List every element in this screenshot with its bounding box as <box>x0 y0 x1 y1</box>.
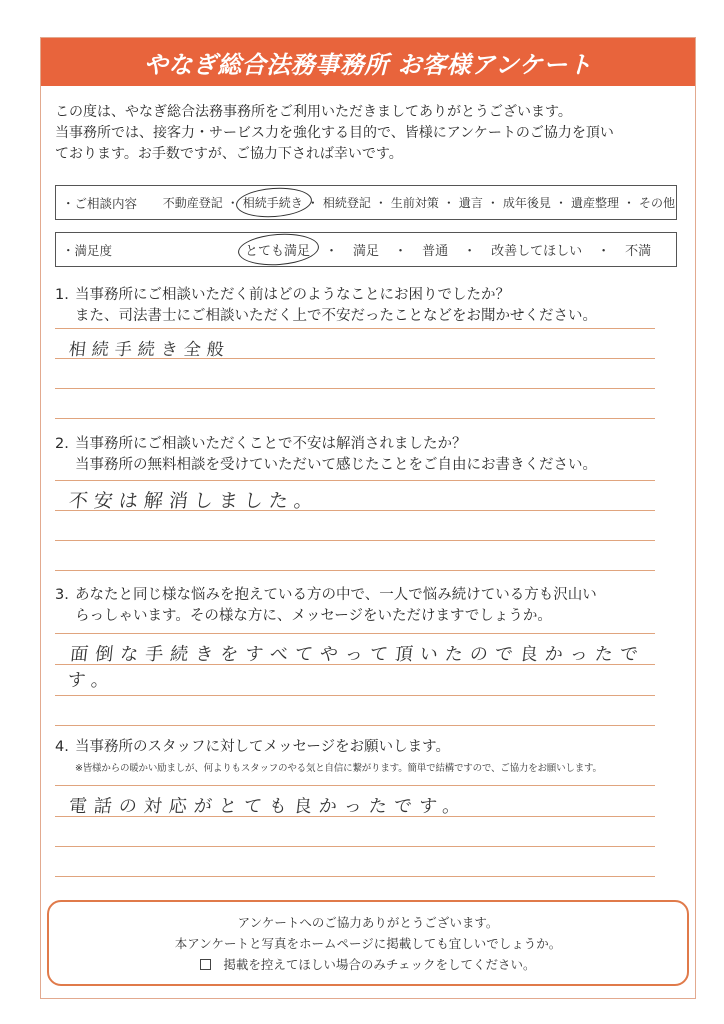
consultation-option-selected[interactable]: 相続手続き <box>242 196 303 210</box>
intro-line: 当事務所では、接客力・サービス力を強化する目的で、皆様にアンケートのご協力を頂い <box>55 125 614 141</box>
answer-handwritten[interactable]: 面倒な手続きをすべてやって頂いたので良かったです。 <box>66 644 646 691</box>
survey-sheet <box>40 37 696 999</box>
answer-rule <box>55 785 655 786</box>
question-text <box>55 434 685 476</box>
question-text <box>55 585 685 627</box>
satisfaction-option[interactable]: 改善してほしい <box>491 244 583 259</box>
question-text <box>55 737 685 758</box>
header-banner <box>41 38 695 86</box>
answer-rule <box>55 664 655 665</box>
answer-rule <box>55 695 655 696</box>
separator: ・ <box>622 196 635 210</box>
answer-handwritten[interactable]: 相続手続き全般 <box>67 340 231 360</box>
consent-checkbox[interactable] <box>200 959 211 970</box>
answer-rule <box>55 388 655 389</box>
answer-rule <box>55 358 655 359</box>
satisfaction-option[interactable]: 普通 <box>422 244 449 259</box>
answer-rule <box>55 846 655 847</box>
page-title: やなぎ総合法務事務所 お客様アンケート <box>143 50 593 79</box>
answer-rule <box>55 510 655 511</box>
consultation-option[interactable]: 生前対策 <box>390 196 439 210</box>
question-1 <box>55 285 685 425</box>
separator: ・ <box>554 196 567 210</box>
answer-rule <box>55 328 655 329</box>
answer-rule <box>55 540 655 541</box>
answer-rule <box>55 480 655 481</box>
question-number: 1. <box>55 287 69 303</box>
consultation-label: ・ご相談内容 <box>62 195 138 211</box>
consent-checkbox-label: 掲載を控えてほしい場合のみチェックをしてください。 <box>223 956 536 972</box>
answer-handwritten[interactable]: 電話の対応がとても良かったです。 <box>67 796 469 817</box>
consultation-option[interactable]: 相続登記 <box>322 196 371 210</box>
consultation-option[interactable]: 成年後見 <box>502 196 551 210</box>
question-3 <box>55 585 685 725</box>
question-note: ※皆様からの暖かい励ましが、何よりもスタッフのやる気と自信に繋がります。簡単で結構ですので、ご協力をお願いします。 <box>75 763 602 774</box>
separator: ・ <box>394 244 408 259</box>
question-number: 3. <box>55 587 69 603</box>
satisfaction-option[interactable]: 不満 <box>625 244 652 259</box>
answer-rule <box>55 816 655 817</box>
question-line: 当事務所の無料相談を受けていただいて感じたことをご自由にお書きください。 <box>75 457 597 473</box>
consent-checkbox-row <box>200 954 535 975</box>
question-line: また、司法書士にご相談いただく上で不安だったことなどをお聞かせください。 <box>75 308 597 324</box>
answer-rule <box>55 725 655 726</box>
satisfaction-option-selected[interactable]: とても満足 <box>244 240 311 259</box>
footer-thanks: アンケートへのご協力ありがとうございます。 <box>237 914 499 930</box>
answer-rule <box>55 876 655 877</box>
question-line: 当事務所のスタッフに対してメッセージをお願いします。 <box>75 739 450 755</box>
answer-rule <box>55 633 655 634</box>
consultation-option[interactable]: その他 <box>638 196 675 210</box>
question-number: 4. <box>55 739 69 755</box>
intro-line: この度は、やなぎ総合法務事務所をご利用いただきましてありがとうございます。 <box>55 104 572 120</box>
consultation-type-box <box>55 185 677 220</box>
answer-rule <box>55 418 655 419</box>
separator: ・ <box>306 196 319 210</box>
separator: ・ <box>486 196 499 210</box>
question-line: あなたと同じ様な悩みを抱えている方の中で、一人で悩み続けている方も沢山い <box>75 587 597 603</box>
question-text <box>55 285 685 327</box>
consultation-options <box>162 194 676 211</box>
intro-line: ております。お手数ですが、ご協力下されば幸いです。 <box>55 146 403 162</box>
footer-question: 本アンケートと写真をホームページに掲載しても宜しいでしょうか。 <box>174 935 562 951</box>
separator: ・ <box>325 244 339 259</box>
separator: ・ <box>442 196 455 210</box>
separator: ・ <box>226 196 239 210</box>
footer-consent-box <box>47 900 689 986</box>
question-number: 2. <box>55 436 69 452</box>
intro-text <box>55 102 685 165</box>
consultation-option[interactable]: 遺産整理 <box>570 196 619 210</box>
separator: ・ <box>597 244 611 259</box>
separator: ・ <box>374 196 387 210</box>
question-line: 当事務所にご相談いただくことで不安は解消されましたか？ <box>75 436 467 452</box>
consultation-option[interactable]: 遺言 <box>458 196 483 210</box>
consultation-option[interactable]: 不動産登記 <box>162 196 223 210</box>
answer-rule <box>55 570 655 571</box>
question-2 <box>55 434 685 574</box>
question-4 <box>55 737 685 887</box>
satisfaction-option[interactable]: 満足 <box>353 244 380 259</box>
satisfaction-label: ・満足度 <box>62 242 113 258</box>
satisfaction-box <box>55 232 677 267</box>
separator: ・ <box>463 244 477 259</box>
satisfaction-options <box>168 240 652 259</box>
question-line: らっしゃいます。その様な方に、メッセージをいただけますでしょうか。 <box>75 608 552 624</box>
question-line: 当事務所にご相談いただく前はどのようなことにお困りでしたか？ <box>75 287 510 303</box>
answer-handwritten[interactable]: 不安は解消しました。 <box>67 490 321 512</box>
